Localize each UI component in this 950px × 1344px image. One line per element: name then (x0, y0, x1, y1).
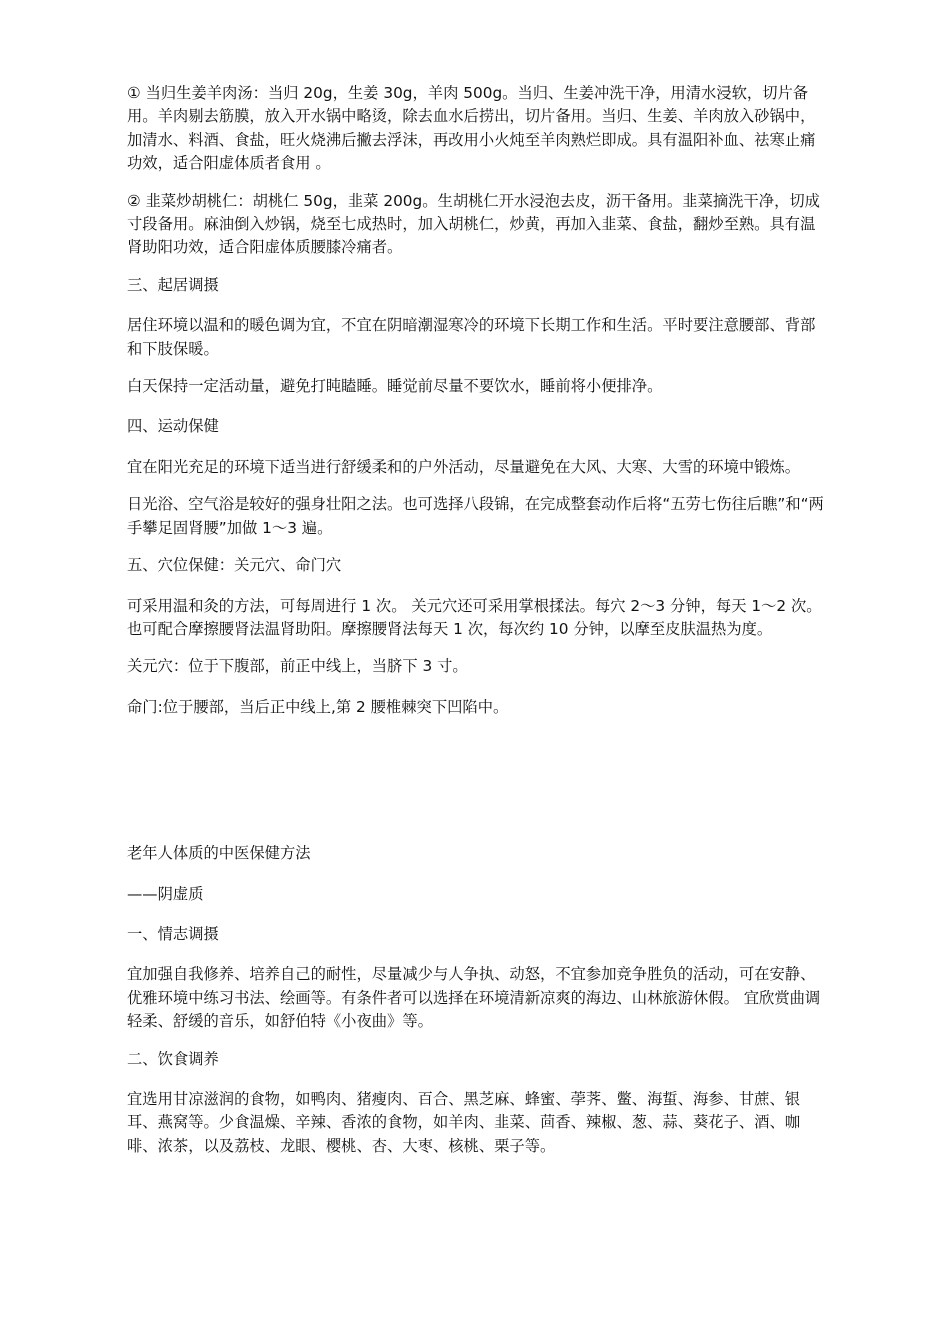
section-heading-diet: 二、饮食调养 (127, 1049, 219, 1068)
document-title: 老年人体质的中医保健方法 (127, 844, 311, 863)
section-heading-living: 三、起居调摄 (127, 275, 219, 294)
emotion-paragraph-1: 宜加强自我修养、培养自己的耐性，尽量减少与人争执、动怒，不宜参加竞争胜负的活动，可在安静、优雅环境中练习书法、绘画等。有条件者可以选择在环境清新凉爽的海边、山林旅游休假。 宜欣赏曲调轻柔、舒缓的音乐，如舒伯特《小夜曲》等。 (127, 965, 821, 1031)
acupoint-mingmen: 命门:位于腰部，当后正中线上,第 2 腰椎棘突下凹陷中。 (127, 697, 509, 716)
section-heading-acupoint: 五、穴位保健：关元穴、命门穴 (127, 556, 342, 575)
living-paragraph-2: 白天保持一定活动量，避免打盹瞌睡。睡觉前尽量不要饮水，睡前将小便排净。 (127, 377, 663, 396)
exercise-paragraph-2: 日光浴、空气浴是较好的强身壮阳之法。也可选择八段锦，在完成整套动作后将“五劳七伤往后瞧”和“两手攀足固肾腰”加做 1～3 遍。 (127, 495, 824, 537)
section-gap (127, 736, 827, 842)
recipe-paragraph-2: ② 韭菜炒胡桃仁：胡桃仁 50g，韭菜 200g。生胡桃仁开水浸泡去皮，沥干备用。韭菜摘洗干净，切成寸段备用。麻油倒入炒锅，烧至七成热时，加入胡桃仁，炒黄，再加入韭菜、食盐，翻炒至熟。具有温肾助阳功效，适合阳虚体质腰膝冷痛者。 (127, 191, 820, 257)
exercise-paragraph-1: 宜在阳光充足的环境下适当进行舒缓柔和的户外活动，尽量避免在大风、大寒、大雪的环境中锻炼。 (127, 457, 801, 476)
living-paragraph-1: 居住环境以温和的暖色调为宜，不宜在阴暗潮湿寒冷的环境下长期工作和生活。平时要注意腰部、背部和下肢保暖。 (127, 316, 816, 358)
document-subtitle: ——阴虚质 (127, 884, 204, 903)
section-heading-emotion: 一、情志调摄 (127, 924, 219, 943)
acupoint-paragraph-1: 可采用温和灸的方法，可每周进行 1 次。 关元穴还可采用掌根揉法。每穴 2～3 分钟，每天 1～2 次。也可配合摩擦腰肾法温肾助阳。摩擦腰肾法每天 1 次，每次约 10 分钟，以摩至皮肤温热为度。 (127, 596, 822, 638)
section-heading-exercise: 四、运动保健 (127, 417, 219, 436)
recipe-paragraph-1: ① 当归生姜羊肉汤：当归 20g，生姜 30g，羊肉 500g。当归、生姜冲洗干净，用清水浸软，切片备用。羊肉剔去筋膜，放入开水锅中略烫，除去血水后捞出，切片备用。当归、生姜、羊肉放入砂锅中，加清水、料酒、食盐，旺火烧沸后撇去浮沫，再改用小火炖至羊肉熟烂即成。具有温阳补血、祛寒止痛功效，适合阳虚体质者食用 。 (127, 84, 816, 173)
diet-paragraph-1: 宜选用甘凉滋润的食物，如鸭肉、猪瘦肉、百合、黑芝麻、蜂蜜、荸荠、鳖、海蜇、海参、甘蔗、银耳、燕窝等。少食温燥、辛辣、香浓的食物，如羊肉、韭菜、茴香、辣椒、葱、蒜、葵花子、酒、咖啡、浓茶，以及荔枝、龙眼、樱桃、杏、大枣、核桃、栗子等。 (127, 1089, 801, 1155)
acupoint-guanyuan: 关元穴：位于下腹部，前正中线上，当脐下 3 寸。 (127, 657, 468, 676)
document-page (127, 82, 827, 1172)
